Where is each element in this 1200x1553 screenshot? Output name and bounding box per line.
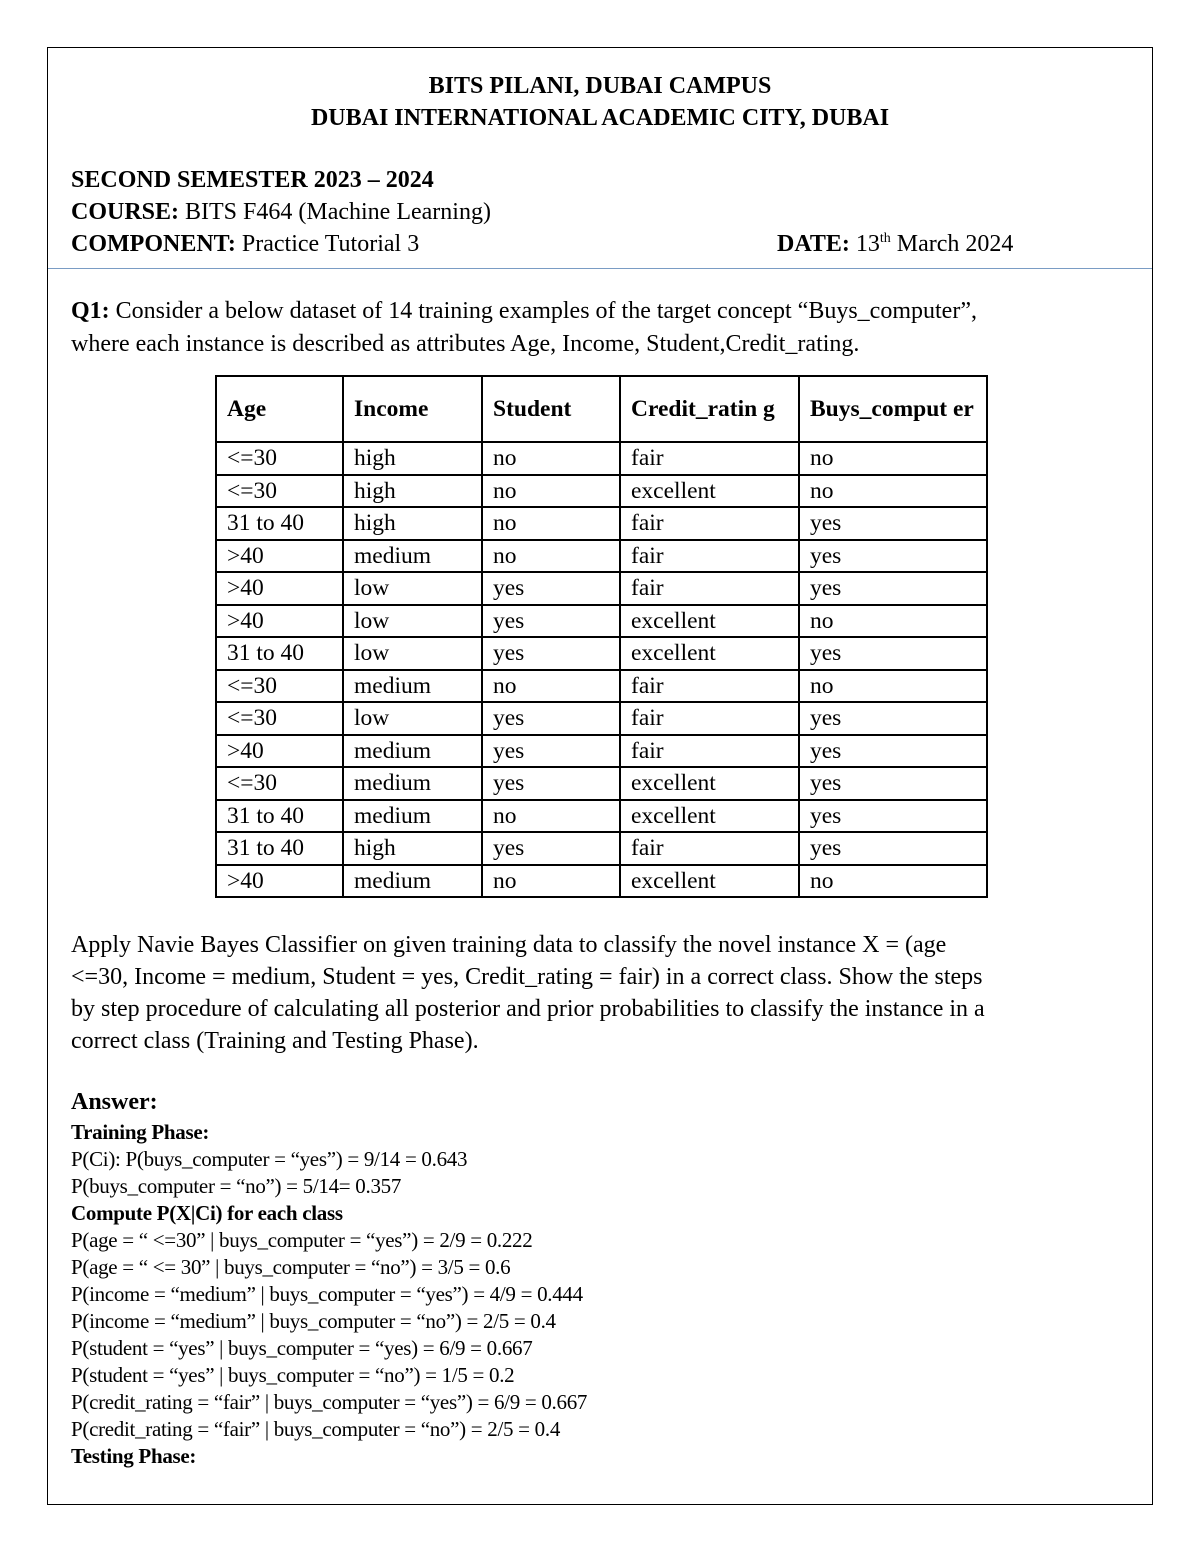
probability-line: P(credit_rating = “fair” | buys_computer = “no”) = 2/5 = 0.4 xyxy=(71,1417,561,1441)
cell-income: low xyxy=(343,637,482,670)
table-row xyxy=(216,507,987,540)
cell-age: <=30 xyxy=(216,475,343,508)
cell-income: medium xyxy=(343,767,482,800)
cell-income: medium xyxy=(343,540,482,573)
cell-income: low xyxy=(343,572,482,605)
cell-credit-rating: fair xyxy=(620,702,799,735)
cell-income: high xyxy=(343,507,482,540)
semester-heading: SECOND SEMESTER 2023 – 2024 xyxy=(71,167,434,193)
cell-credit-rating: fair xyxy=(620,670,799,703)
date-label: DATE: xyxy=(777,231,850,257)
cell-buys-computer: yes xyxy=(799,540,987,573)
cell-credit-rating: fair xyxy=(620,507,799,540)
institution-name: BITS PILANI, DUBAI CAMPUS xyxy=(428,73,772,99)
cell-income: medium xyxy=(343,735,482,768)
probability-line: P(income = “medium” | buys_computer = “no”) = 2/5 = 0.4 xyxy=(71,1309,556,1333)
probability-line: P(age = “ <=30” | buys_computer = “yes”) = 2/9 = 0.222 xyxy=(71,1228,533,1252)
cell-age: <=30 xyxy=(216,767,343,800)
cell-student: yes xyxy=(482,637,620,670)
instructions-line-2: <=30, Income = medium, Student = yes, Credit_rating = fair) in a correct class. Show the steps xyxy=(71,964,983,990)
cell-credit-rating: fair xyxy=(620,442,799,475)
cell-student: yes xyxy=(482,832,620,865)
cell-age: >40 xyxy=(216,735,343,768)
table-row xyxy=(216,540,987,573)
instructions-line-1: Apply Navie Bayes Classifier on given training data to classify the novel instance X = (age xyxy=(71,932,947,958)
column-header-income: Income xyxy=(343,376,482,442)
cell-buys-computer: yes xyxy=(799,507,987,540)
cell-credit-rating: fair xyxy=(620,735,799,768)
instructions-line-3: by step procedure of calculating all posterior and prior probabilities to classify the instance in a xyxy=(71,996,985,1022)
table-row xyxy=(216,442,987,475)
cell-age: >40 xyxy=(216,605,343,638)
cell-buys-computer: yes xyxy=(799,637,987,670)
date-rest: March 2024 xyxy=(890,231,1014,257)
probability-line: P(Ci): P(buys_computer = “yes”) = 9/14 = 0.643 xyxy=(71,1147,468,1171)
cell-income: medium xyxy=(343,865,482,898)
cell-credit-rating: excellent xyxy=(620,637,799,670)
cell-buys-computer: yes xyxy=(799,767,987,800)
cell-buys-computer: yes xyxy=(799,800,987,833)
training-phase-heading: Training Phase: xyxy=(71,1120,210,1144)
question-line-2: where each instance is described as attributes Age, Income, Student,Credit_rating. xyxy=(71,331,860,357)
cell-income: low xyxy=(343,605,482,638)
cell-credit-rating: excellent xyxy=(620,767,799,800)
institution-address: DUBAI INTERNATIONAL ACADEMIC CITY, DUBAI xyxy=(310,105,890,131)
probability-line: P(credit_rating = “fair” | buys_computer = “yes”) = 6/9 = 0.667 xyxy=(71,1390,588,1414)
table-row xyxy=(216,670,987,703)
cell-age: 31 to 40 xyxy=(216,832,343,865)
cell-income: high xyxy=(343,475,482,508)
table-row xyxy=(216,800,987,833)
cell-buys-computer: yes xyxy=(799,572,987,605)
column-header-student: Student xyxy=(482,376,620,442)
cell-income: high xyxy=(343,832,482,865)
header-divider xyxy=(48,268,1152,269)
cell-buys-computer: yes xyxy=(799,702,987,735)
probability-line: P(student = “yes” | buys_computer = “yes) = 6/9 = 0.667 xyxy=(71,1336,533,1360)
date-line xyxy=(777,231,1013,258)
probability-line: P(age = “ <= 30” | buys_computer = “no”) = 3/5 = 0.6 xyxy=(71,1255,511,1279)
date-day: 13 xyxy=(849,231,880,257)
table-body xyxy=(216,442,987,897)
cell-student: no xyxy=(482,670,620,703)
column-header-buys-computer: Buys_comput er xyxy=(799,376,987,442)
cell-credit-rating: fair xyxy=(620,832,799,865)
cell-age: <=30 xyxy=(216,442,343,475)
cell-income: medium xyxy=(343,670,482,703)
cell-buys-computer: no xyxy=(799,670,987,703)
training-data-table xyxy=(215,375,988,898)
cell-student: no xyxy=(482,442,620,475)
date-suffix: th xyxy=(879,231,891,246)
cell-age: 31 to 40 xyxy=(216,507,343,540)
cell-student: yes xyxy=(482,605,620,638)
course-label: COURSE: xyxy=(71,199,180,225)
question-line-1 xyxy=(71,295,977,328)
column-header-credit-rating: Credit_ratin g xyxy=(620,376,799,442)
cell-credit-rating: excellent xyxy=(620,800,799,833)
cell-buys-computer: no xyxy=(799,605,987,638)
cell-age: <=30 xyxy=(216,670,343,703)
cell-income: medium xyxy=(343,800,482,833)
cell-income: low xyxy=(343,702,482,735)
component-value: Practice Tutorial 3 xyxy=(235,231,420,257)
cell-age: >40 xyxy=(216,540,343,573)
cell-buys-computer: yes xyxy=(799,735,987,768)
cell-age: 31 to 40 xyxy=(216,637,343,670)
table-row xyxy=(216,475,987,508)
table-row xyxy=(216,735,987,768)
table-row xyxy=(216,702,987,735)
cell-student: no xyxy=(482,507,620,540)
cell-credit-rating: fair xyxy=(620,572,799,605)
probability-line: P(income = “medium” | buys_computer = “yes”) = 4/9 = 0.444 xyxy=(71,1282,583,1306)
table-row xyxy=(216,767,987,800)
table-row xyxy=(216,572,987,605)
table-row xyxy=(216,832,987,865)
course-value: BITS F464 (Machine Learning) xyxy=(179,199,491,225)
cell-student: no xyxy=(482,800,620,833)
cell-income: high xyxy=(343,442,482,475)
course-line xyxy=(71,199,491,226)
cell-student: yes xyxy=(482,735,620,768)
cell-student: yes xyxy=(482,702,620,735)
testing-phase-heading: Testing Phase: xyxy=(71,1444,197,1468)
question-label: Q1: xyxy=(71,298,110,324)
question-text-1: Consider a below dataset of 14 training examples of the target concept “Buys_computer”, xyxy=(109,298,977,324)
compute-heading: Compute P(X|Ci) for each class xyxy=(71,1201,343,1225)
table-row xyxy=(216,865,987,898)
table-row xyxy=(216,637,987,670)
cell-credit-rating: excellent xyxy=(620,475,799,508)
cell-age: >40 xyxy=(216,865,343,898)
column-header-age: Age xyxy=(216,376,343,442)
cell-age: <=30 xyxy=(216,702,343,735)
cell-age: >40 xyxy=(216,572,343,605)
cell-buys-computer: yes xyxy=(799,832,987,865)
table-row xyxy=(216,605,987,638)
probability-line: P(student = “yes” | buys_computer = “no”) = 1/5 = 0.2 xyxy=(71,1363,515,1387)
cell-credit-rating: excellent xyxy=(620,605,799,638)
cell-student: no xyxy=(482,865,620,898)
cell-credit-rating: excellent xyxy=(620,865,799,898)
component-label: COMPONENT: xyxy=(71,231,236,257)
cell-buys-computer: no xyxy=(799,475,987,508)
table-header-row xyxy=(216,376,987,442)
cell-credit-rating: fair xyxy=(620,540,799,573)
cell-student: no xyxy=(482,475,620,508)
probability-line: P(buys_computer = “no”) = 5/14= 0.357 xyxy=(71,1174,402,1198)
cell-buys-computer: no xyxy=(799,442,987,475)
answer-title: Answer: xyxy=(71,1089,158,1115)
component-line xyxy=(71,231,419,258)
cell-age: 31 to 40 xyxy=(216,800,343,833)
instructions-line-4: correct class (Training and Testing Phase). xyxy=(71,1028,479,1054)
cell-student: yes xyxy=(482,767,620,800)
cell-student: no xyxy=(482,540,620,573)
cell-buys-computer: no xyxy=(799,865,987,898)
cell-student: yes xyxy=(482,572,620,605)
